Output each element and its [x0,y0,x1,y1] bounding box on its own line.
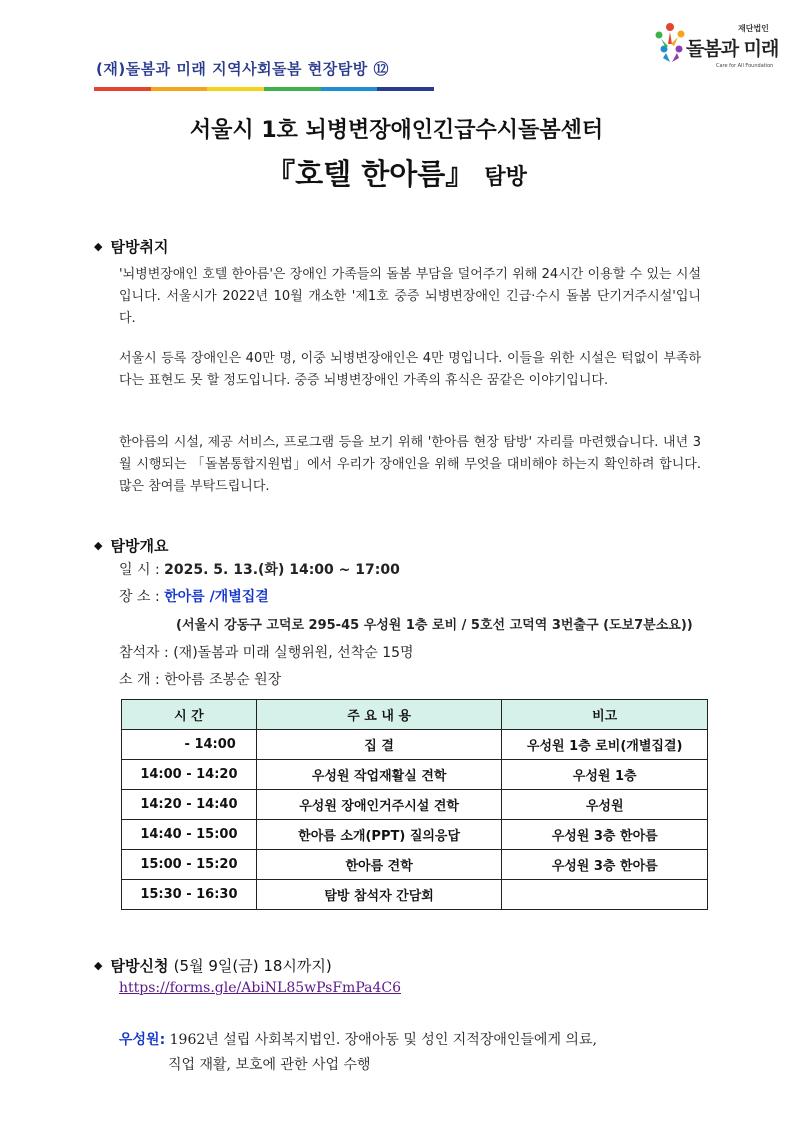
cell-note: 우성원 1층 로비(개별집결) [502,730,708,760]
cell-content: 한아름 견학 [256,850,502,880]
org-text-2: 직업 재활, 보호에 관한 사업 수행 [168,1057,371,1073]
overview-place [119,586,269,606]
color-bar-segment [377,87,434,91]
page-title-line1: 서울시 1호 뇌병변장애인긴급수시돌봄센터 [189,118,604,143]
place-value: 한아름 /개별집결 [164,589,269,605]
section-heading-text: 탐방개요 [110,537,169,555]
header-note: 비고 [502,700,708,730]
intro-label: 소 개 : [119,672,160,688]
cell-content: 한아름 소개(PPT) 질의응답 [256,820,502,850]
table-row [122,760,708,790]
org-line-1 [119,1028,597,1053]
color-bar-segment [94,87,151,91]
cell-note: 우성원 1층 [502,760,708,790]
section-apply-heading [94,955,332,976]
diamond-bullet-icon: ◆ [94,240,103,253]
cell-content: 탐방 참석자 간담회 [256,880,502,910]
cell-note: 우성원 [502,790,708,820]
cell-time: 14:40 - 15:00 [122,820,257,850]
page-title-line2 [0,152,793,193]
section-heading-text: 탐방취지 [110,238,169,256]
date-value: 2025. 5. 13.(화) 14:00 ~ 17:00 [164,562,400,578]
color-bar-segment [207,87,264,91]
diamond-bullet-icon: ◆ [94,539,103,552]
people-icon [650,20,690,70]
apply-deadline: (5월 9일(금) 18시까지) [173,957,332,975]
cell-note: 우성원 3층 한아름 [502,850,708,880]
overview-date [119,559,400,579]
attendees-label: 참석자 : [119,645,169,661]
org-label: 우성원: [119,1032,166,1048]
section-overview-heading [94,535,168,556]
section-heading-text: 탐방신청 [110,957,169,975]
place-label: 장 소 : [119,589,160,605]
apply-form-link[interactable]: https://forms.gle/AbiNL85wPsFmPa4C6 [119,980,401,996]
cell-note [502,880,708,910]
table-row [122,880,708,910]
color-bar-segment [321,87,378,91]
cell-time: - 14:00 [122,730,257,760]
overview-attendees [119,642,414,662]
table-row [122,790,708,820]
attendees-value: (재)돌봄과 미래 실행위원, 선착순 15명 [173,645,414,661]
section-purpose-heading [94,236,168,257]
org-text-1: 1962년 설립 사회복지법인. 장애아동 및 성인 지적장애인들에게 의료, [169,1032,597,1048]
cell-time: 14:20 - 14:40 [122,790,257,820]
purpose-paragraph-3: 한아름의 시설, 제공 서비스, 프로그램 등을 보기 위해 '한아름 현장 탐방' 자리를 마련했습니다. 내년 3월 시행되는 「돌봄통합지원법」에서 우리가 장애인을 위해 무엇을 대비해야 하는지 확인하려 합니다. 많은 참여를 부탁드립니다. [119,435,701,494]
color-bar-segment [151,87,208,91]
cell-content: 집 결 [256,730,502,760]
purpose-paragraph-2: 서울시 등록 장애인은 40만 명, 이중 뇌병변장애인은 4만 명입니다. 이들을 위한 시설은 턱없이 부족하다는 표현도 못 할 정도입니다. 중증 뇌병변장애인 가족의 휴식은 꿈같은 이야기입니다. [119,351,701,388]
color-bar [94,87,434,91]
logo-name: 돌봄과 미래 [686,38,779,60]
cell-content: 우성원 작업재활실 견학 [256,760,502,790]
header-content: 주 요 내 용 [256,700,502,730]
table-header-row [122,700,708,730]
header-time: 시 간 [122,700,257,730]
cell-note: 우성원 3층 한아름 [502,820,708,850]
cell-content: 우성원 장애인거주시설 견학 [256,790,502,820]
overview-intro [119,669,281,689]
schedule-table [121,699,708,910]
cell-time: 15:00 - 15:20 [122,850,257,880]
cell-time: 15:30 - 16:30 [122,880,257,910]
date-label: 일 시 : [119,562,160,578]
place-address: (서울시 강동구 고덕로 295-45 우성원 1층 로비 / 5호선 고덕역 3번출구 (도보7분소요)) [176,618,693,633]
org-description [119,1028,597,1078]
page-title-suffix: 탐방 [484,165,527,190]
table-row [122,730,708,760]
purpose-paragraph-1: '뇌병변장애인 호텔 한아름'은 장애인 가족들의 돌봄 부담을 덜어주기 위해 24시간 이용할 수 있는 시설입니다. 서울시가 2022년 10월 개소한 '제1호 중증 뇌병변장애인 긴급·수시 돌봄 단기거주시설'입니다. [119,267,701,326]
diamond-bullet-icon: ◆ [94,959,103,972]
table-row [122,850,708,880]
table-row [122,820,708,850]
logo-foundation-text: 재단법인 [738,24,769,33]
page-title-main: 『호텔 한아름』 [266,157,475,191]
intro-value: 한아름 조봉순 원장 [164,672,282,688]
cell-time: 14:00 - 14:20 [122,760,257,790]
logo-subtitle: Care for All Foundation [716,63,774,69]
color-bar-segment [264,87,321,91]
series-label: (재)돌봄과 미래 지역사회돌봄 현장탐방 ⑫ [96,60,389,78]
